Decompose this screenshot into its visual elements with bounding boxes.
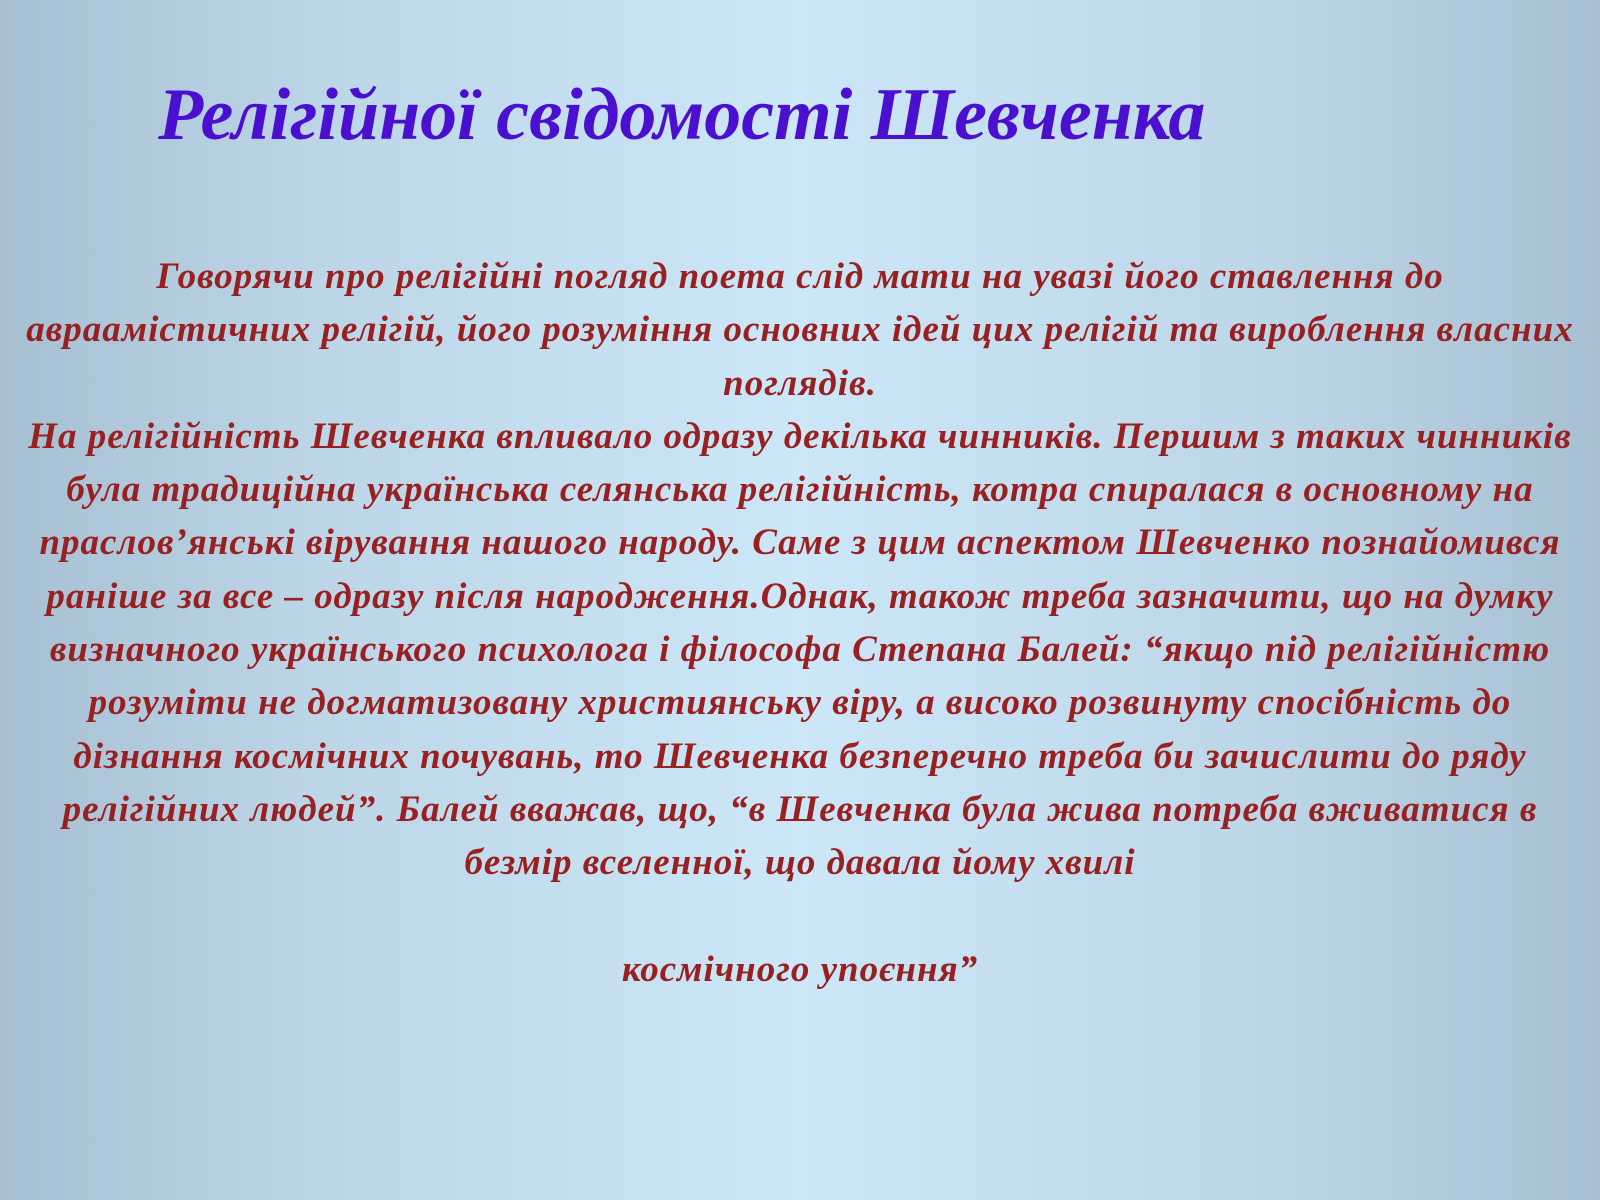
paragraph-influences: На релігійність Шевченка впливало одразу декілька чинників. Першим з таких чинників була традиційна українська селянська релігійність, котра спиралася в основному на праслов’янські вірування нашого народу. Саме з цим аспектом Шевченко познайомився раніше за все – одразу після народження.Однак, також треба зазначити, що на думку визначного українського психолога і філософа Степана Балей: “якщо під релігійністю розуміти не догматизовану християнську віру, а високо розвинуту спосібність до дізнання космічних почувань, то Шевченка безперечно треба би зачислити до ряду релігійних людей”. Балей вважав, що, “в Шевченка була жива потреба вживатися в безмір вселенної, що давала йому хвилі: [28, 415, 1572, 884]
paragraph-spacer: [20, 890, 1580, 943]
slide-body: [20, 250, 1580, 996]
slide-title: Релігійної свідомості Шевченка: [158, 74, 1206, 156]
paragraph-closing: космічного упоєння”: [621, 948, 979, 990]
paragraph-intro: Говорячи про релігійні погляд поета слід мати на увазі його ставлення до авраамістичних релігій, його розуміння основних ідей цих релігій та вироблення власних поглядів.: [26, 256, 1574, 404]
